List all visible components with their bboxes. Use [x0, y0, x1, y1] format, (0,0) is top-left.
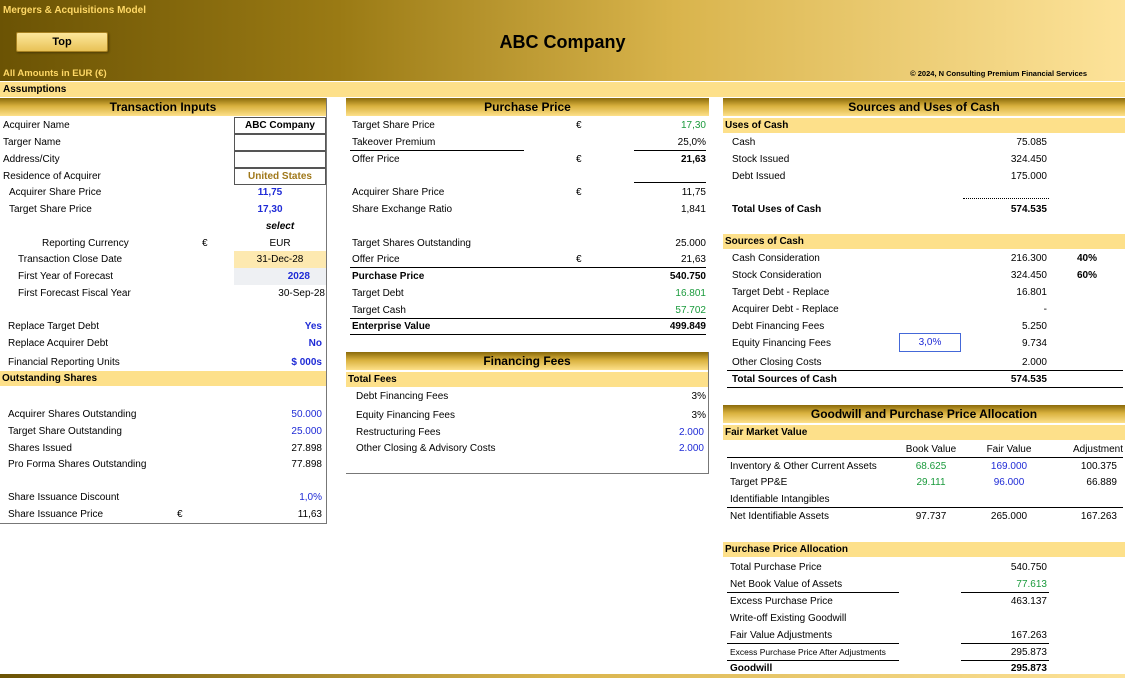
write-off-goodwill-label: Write-off Existing Goodwill [730, 613, 847, 624]
target-debt-replace-label: Target Debt - Replace [732, 287, 830, 298]
currency-symbol: € [202, 238, 208, 249]
divider [350, 334, 706, 335]
purchase-price-allocation-title: Purchase Price Allocation [723, 542, 1125, 557]
total-sources-label: Total Sources of Cash [732, 374, 837, 385]
divider [963, 198, 1049, 199]
pro-forma-shares-value: 77.898 [291, 459, 322, 470]
fair-value-adjustments-value: 167.263 [1010, 630, 1047, 641]
total-uses-value: 574.535 [1010, 204, 1047, 215]
equity-financing-fees-value: 3% [691, 410, 706, 421]
cash-consideration-value: 216.300 [1010, 253, 1047, 264]
target-debt-label: Target Debt [352, 288, 404, 299]
total-fees-title: Total Fees [346, 372, 708, 387]
residence-input[interactable]: United States [234, 168, 326, 185]
net-identifiable-assets-label: Net Identifiable Assets [730, 511, 829, 522]
share-issuance-discount-value[interactable]: 1,0% [299, 492, 322, 503]
net-book: 97.737 [915, 511, 947, 522]
excess-after-adjustments-label: Excess Purchase Price After Adjustments [730, 647, 886, 657]
copyright-text: © 2024, N Consulting Premium Financial Services [910, 69, 1087, 78]
reporting-currency-select[interactable]: EUR [269, 238, 291, 249]
goodwill-label: Goodwill [730, 663, 773, 674]
purchase-price-panel [346, 98, 709, 335]
acquirer-debt-replace-label: Acquirer Debt - Replace [732, 304, 839, 315]
target-shares-outstanding-value[interactable]: 25.000 [291, 426, 322, 437]
stock-issued-value: 324.450 [1010, 154, 1047, 165]
enterprise-value-label: Enterprise Value [352, 321, 431, 332]
sources-uses-title: Sources and Uses of Cash [723, 98, 1125, 116]
fair-value-header: Fair Value [986, 444, 1032, 455]
offer-price-label: Offer Price [352, 154, 400, 165]
purchase-price-value: 540.750 [669, 271, 706, 282]
pp-acquirer-currency-symbol: € [576, 187, 582, 198]
debt-financing-fees-value: 3% [691, 391, 706, 402]
inventory-book: 68.625 [915, 461, 947, 472]
target-cash-value: 57.702 [675, 305, 706, 316]
stock-consideration-label: Stock Consideration [732, 270, 822, 281]
offer-price-symbol: € [576, 154, 582, 165]
other-closing-costs-value[interactable]: 2.000 [678, 443, 704, 454]
pp-currency-symbol: € [576, 120, 582, 131]
offer-price-2-symbol: € [576, 254, 582, 265]
ppe-label: Target PP&E [730, 477, 788, 488]
amounts-label: All Amounts in EUR (€) [3, 68, 107, 79]
other-closing-costs-value: 2.000 [1021, 357, 1047, 368]
debt-financing-fees-label: Debt Financing Fees [356, 391, 449, 402]
other-closing-costs-label: Other Closing Costs [732, 357, 822, 368]
first-year-forecast-value[interactable]: 2028 [234, 268, 326, 285]
company-title: ABC Company [499, 32, 626, 52]
replace-acquirer-debt-label: Replace Acquirer Debt [8, 338, 109, 349]
divider [727, 387, 1123, 388]
replace-target-debt-value[interactable]: Yes [304, 321, 322, 332]
net-adj: 167.263 [1080, 511, 1117, 522]
offer-price-2-value: 21,63 [680, 254, 706, 265]
inventory-adj: 100.375 [1080, 461, 1117, 472]
excess-after-adjustments-value: 295.873 [1010, 647, 1047, 658]
sources-equity-financing-fees-label: Equity Financing Fees [732, 338, 831, 349]
pro-forma-shares-label: Pro Forma Shares Outstanding [8, 459, 147, 470]
share-exchange-ratio-label: Share Exchange Ratio [352, 204, 453, 215]
net-book-value-label: Net Book Value of Assets [730, 579, 843, 590]
total-sources-value: 574.535 [1010, 374, 1047, 385]
pp-acquirer-share-price-label: Acquirer Share Price [352, 187, 445, 198]
footer-strip [0, 674, 1125, 678]
sources-debt-financing-fees-value: 5.250 [1021, 321, 1047, 332]
net-book-value-value: 77.613 [1016, 579, 1047, 590]
cash-consideration-pct: 40% [1077, 253, 1098, 264]
adjustment-header: Adjustment [1072, 444, 1123, 455]
target-name-input[interactable] [234, 134, 326, 151]
transaction-inputs-panel [0, 98, 327, 524]
inventory-label: Inventory & Other Current Assets [730, 461, 877, 472]
stock-consideration-pct: 60% [1077, 270, 1098, 281]
restructuring-fees-label: Restructuring Fees [356, 427, 441, 438]
target-share-price-label: Target Share Price [9, 204, 92, 215]
financing-fees-title: Financing Fees [346, 352, 708, 370]
pp-acquirer-share-price-value: 11,75 [681, 187, 706, 198]
offer-price-2-label: Offer Price [352, 254, 400, 265]
pp-target-share-price-value: 17,30 [680, 120, 706, 131]
sources-equity-financing-fees-value: 9.734 [1021, 338, 1047, 349]
share-issuance-price-symbol: € [177, 509, 183, 520]
assumptions-bar: Assumptions [0, 82, 1125, 97]
other-closing-costs-label: Other Closing & Advisory Costs [356, 443, 496, 454]
acquirer-name-input[interactable]: ABC Company [234, 117, 326, 134]
acquirer-debt-replace-value: - [1043, 304, 1047, 315]
excess-purchase-price-value: 463.137 [1010, 596, 1047, 607]
replace-target-debt-label: Replace Target Debt [8, 321, 99, 332]
uses-cash-value: 75.085 [1016, 137, 1047, 148]
share-exchange-ratio-value: 1,841 [680, 204, 706, 215]
equity-financing-rate-input[interactable]: 3,0% [899, 333, 961, 352]
target-shares-outstanding-label: Target Shares Outstanding [352, 238, 471, 249]
reporting-currency-label: Reporting Currency [42, 238, 129, 249]
total-purchase-price-label: Total Purchase Price [730, 562, 822, 573]
cash-consideration-label: Cash Consideration [732, 253, 820, 264]
target-share-price-value[interactable]: 17,30 [257, 204, 283, 215]
ppe-fair[interactable]: 96.000 [993, 477, 1025, 488]
share-issuance-price-label: Share Issuance Price [8, 509, 104, 520]
sources-debt-financing-fees-label: Debt Financing Fees [732, 321, 825, 332]
restructuring-fees-value[interactable]: 2.000 [678, 427, 704, 438]
address-label: Address/City [3, 154, 60, 165]
target-debt-replace-value: 16.801 [1016, 287, 1047, 298]
target-name-label: Targer Name [3, 137, 61, 148]
shares-issued-value: 27.898 [291, 443, 322, 454]
residence-label: Residence of Acquirer [3, 171, 101, 182]
target-shares-outstanding-value: 25.000 [675, 238, 706, 249]
stock-consideration-value: 324.450 [1010, 270, 1047, 281]
outstanding-shares-title: Outstanding Shares [0, 371, 326, 386]
financing-fees-panel [346, 352, 709, 474]
acquirer-shares-outstanding-label: Acquirer Shares Outstanding [8, 409, 137, 420]
enterprise-value-value: 499.849 [669, 321, 706, 332]
transaction-close-date-input[interactable]: 31-Dec-28 [234, 251, 326, 268]
select-hint: select [265, 221, 295, 232]
first-year-forecast-label: First Year of Forecast [18, 271, 114, 282]
total-purchase-price-value: 540.750 [1010, 562, 1047, 573]
replace-acquirer-debt-value[interactable]: No [308, 338, 322, 349]
debt-issued-value: 175.000 [1010, 171, 1047, 182]
net-fair: 265.000 [990, 511, 1028, 522]
equity-financing-fees-label: Equity Financing Fees [356, 410, 455, 421]
target-debt-value: 16.801 [675, 288, 706, 299]
uses-of-cash-title: Uses of Cash [723, 118, 1125, 133]
sources-of-cash-title: Sources of Cash [723, 234, 1125, 249]
excess-purchase-price-label: Excess Purchase Price [730, 596, 833, 607]
purchase-price-title: Purchase Price [346, 98, 709, 116]
share-issuance-price-value: 11,63 [297, 509, 322, 520]
inventory-fair[interactable]: 169.000 [990, 461, 1028, 472]
uses-cash-label: Cash [732, 137, 756, 148]
takeover-premium-value: 25,0% [677, 137, 706, 148]
fair-market-value-title: Fair Market Value [723, 425, 1125, 440]
acquirer-share-price-value[interactable]: 11,75 [257, 187, 283, 198]
header-banner [0, 0, 1125, 81]
total-uses-label: Total Uses of Cash [732, 204, 822, 215]
purchase-price-label: Purchase Price [352, 271, 425, 282]
offer-price-value: 21,63 [680, 154, 706, 165]
goodwill-panel [723, 405, 1125, 677]
stock-issued-label: Stock Issued [732, 154, 790, 165]
target-shares-outstanding-label: Target Share Outstanding [8, 426, 122, 437]
target-cash-label: Target Cash [352, 305, 406, 316]
shares-issued-label: Shares Issued [8, 443, 72, 454]
sources-uses-panel [723, 98, 1125, 388]
fair-value-adjustments-label: Fair Value Adjustments [730, 630, 833, 641]
ppe-book: 29.111 [916, 477, 946, 488]
pp-target-share-price-label: Target Share Price [352, 120, 435, 131]
ppe-adj: 66.889 [1086, 477, 1117, 488]
intangibles-label: Identifiable Intangibles [730, 494, 830, 505]
financial-reporting-units-label: Financial Reporting Units [8, 357, 120, 368]
goodwill-value: 295.873 [1010, 663, 1047, 674]
acquirer-name-label: Acquirer Name [3, 120, 70, 131]
transaction-close-date-label: Transaction Close Date [18, 254, 123, 265]
book-value-header: Book Value [905, 444, 957, 455]
divider [634, 182, 706, 183]
acquirer-shares-outstanding-value[interactable]: 50.000 [291, 409, 322, 420]
goodwill-title: Goodwill and Purchase Price Allocation [723, 405, 1125, 423]
takeover-premium-label: Takeover Premium [352, 137, 436, 148]
first-forecast-fiscal-year-label: First Forecast Fiscal Year [18, 288, 131, 299]
acquirer-share-price-label: Acquirer Share Price [9, 187, 102, 198]
top-button[interactable]: Top [16, 32, 108, 52]
address-input[interactable] [234, 151, 326, 168]
model-title: Mergers & Acquisitions Model [3, 5, 146, 16]
share-issuance-discount-label: Share Issuance Discount [8, 492, 120, 503]
first-forecast-fiscal-year-value: 30-Sep-28 [278, 288, 325, 299]
financial-reporting-units-value[interactable]: $ 000s [291, 357, 322, 368]
transaction-inputs-title: Transaction Inputs [0, 98, 326, 116]
debt-issued-label: Debt Issued [732, 171, 786, 182]
